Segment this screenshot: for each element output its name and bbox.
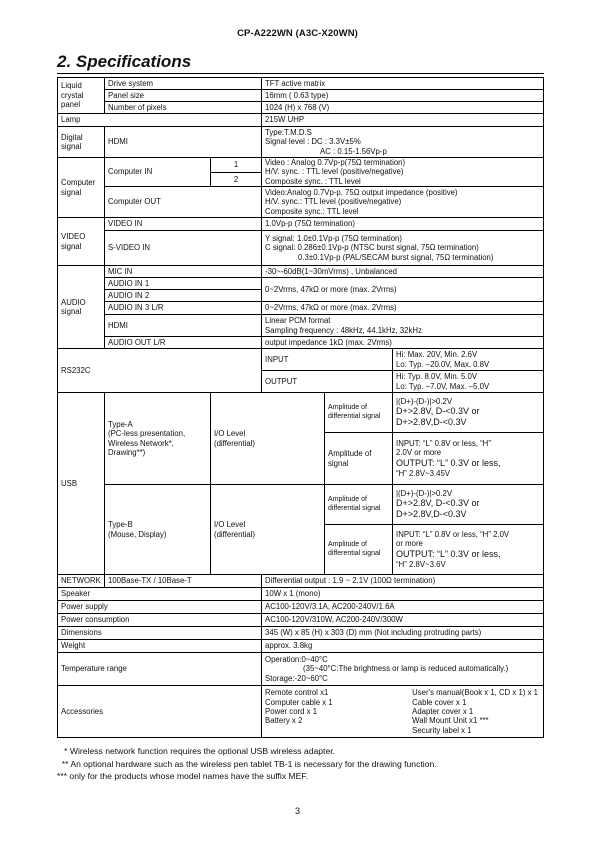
footnote-1: * Wireless network function requires the optional USB wireless adapter. — [57, 746, 335, 756]
drive-system-label: Drive system — [105, 78, 262, 90]
usb-b-sig-rest: OUTPUT: “L” 0.3V or less, — [396, 548, 501, 559]
computer-out-value: Video:Analog 0.7Vp-p, 75Ω output impedance (positive) H/V. sync.: TTL level (positive/negative) Composite sync.: TTL level — [262, 187, 544, 218]
spec-row-digital — [58, 127, 544, 158]
panel-size-value: 16mm ( 0.63 type) — [262, 90, 544, 102]
dimensions-value: 345 (W) x 85 (H) x 303 (D) mm (Not including protruding parts) — [262, 627, 544, 640]
lcd-label: Liquid crystal panel — [58, 78, 105, 114]
spec-row-svideo — [58, 231, 544, 266]
spec-row-computer-in-1 — [58, 158, 544, 173]
usb-type-b-label: Type-B (Mouse, Display) — [105, 485, 211, 575]
usb-b-amp-diff-label: Amplitude of differential signal — [325, 485, 393, 525]
speaker-value: 10W x 1 (mono) — [262, 588, 544, 601]
weight-value: approx. 3.8kg — [262, 640, 544, 653]
spec-row-accessories — [58, 686, 544, 738]
audio-out-value: output impedance 1kΩ (max. 2Vrms) — [262, 337, 544, 349]
accessories-label: Accessories — [58, 686, 262, 738]
audio-in-2-label: AUDIO IN 2 — [105, 290, 262, 302]
usb-a-amp-diff-label: Amplitude of differential signal — [325, 393, 393, 433]
temperature-note: (35~40°C:The brightness or lamp is reduced automatically.) — [303, 664, 509, 674]
computer-in-1: 1 — [211, 158, 262, 173]
svideo-value-pal: 0.3±0.1Vp-p (PAL/SECAM burst signal, 75Ω termination) — [298, 252, 494, 262]
usb-a-diff-line1: |(D+)-(D-)|>0.2V — [396, 397, 453, 407]
audio-label: AUDIO signal — [58, 266, 105, 349]
usb-b-io-label: I/O Level (differential) — [211, 485, 325, 575]
document-header: CP-A222WN (A3C-X20WN) — [237, 28, 358, 39]
audio-in-12-value: 0~2Vrms, 47kΩ or more (max. 2Vrms) — [262, 278, 544, 302]
spec-row-drive-system — [58, 78, 544, 90]
power-consumption-label: Power consumption — [58, 614, 262, 627]
dimensions-label: Dimensions — [58, 627, 262, 640]
drive-system-value: TFT active matrix — [262, 78, 544, 90]
audio-hdmi-value: Linear PCM format Sampling frequency : 48kHz, 44.1kHz, 32kHz — [262, 315, 544, 337]
usb-b-sig-value — [393, 525, 544, 575]
audio-out-label: AUDIO OUT L/R — [105, 337, 262, 349]
temperature-storage: Storage:-20~60°C — [265, 673, 328, 683]
network-value: Differential output : 1.9 ~ 2.1V (100Ω termination) — [262, 575, 544, 588]
panel-size-label: Panel size — [105, 90, 262, 102]
rs232-label: RS232C — [58, 349, 262, 393]
accessories-right: User's manual(Book x 1, CD x 1) x 1 Cable cover x 1 Adapter cover x 1 Wall Mount Unit x1 *** Security label x 1 — [412, 688, 538, 735]
spec-row-audio-in-3 — [58, 302, 544, 315]
digital-value-ac: AC : 0.15-1.56Vp-p — [320, 146, 387, 156]
temperature-operation: Operation:0~40°C — [265, 655, 328, 665]
rs232-input-label: INPUT — [262, 349, 393, 371]
usb-a-sig-rest: OUTPUT: “L” 0.3V or less, — [396, 457, 501, 468]
digital-hdmi-label: HDMI — [105, 127, 262, 158]
computer-in-label: Computer IN — [105, 158, 211, 187]
computer-out-label: Computer OUT — [105, 187, 262, 218]
footnote-2: ** An optional hardware such as the wireless pen tablet TB-1 is necessary for the drawing function. — [57, 758, 437, 769]
usb-a-diff-value — [393, 393, 544, 433]
spec-row-power-consumption — [58, 614, 544, 627]
usb-a-io-label: I/O Level (differential) — [211, 393, 325, 485]
svideo-label: S-VIDEO IN — [105, 231, 262, 266]
spec-row-audio-out — [58, 337, 544, 349]
accessories-value — [262, 686, 544, 738]
usb-a-sig-tail: “H” 2.8V~3.45V — [396, 468, 450, 478]
video-in-label: VIDEO IN — [105, 218, 262, 231]
page-number: 3 — [294, 806, 300, 816]
power-consumption-value: AC100-120V/310W, AC200-240V/300W — [262, 614, 544, 627]
usb-a-diff-rest: D+>2.8V, D-<0.3V or D+>2.8V,D-<0.3V — [396, 406, 480, 428]
spec-row-rs232-input — [58, 349, 544, 371]
mic-in-value: -30~-60dB(1~30mVrms) , Unbalanced — [262, 266, 544, 278]
svideo-value-text: Y signal: 1.0±0.1Vp-p (75Ω termination) C signal: 0.286±0.1Vp-p (NTSC burst signal, 75Ω termination) — [265, 234, 479, 253]
spec-row-pixels — [58, 102, 544, 114]
spec-row-audio-in-1 — [58, 278, 544, 290]
speaker-label: Speaker — [58, 588, 262, 601]
usb-b-diff-rest: D+>2.8V, D-<0.3V or D+>2.8V,D-<0.3V — [396, 498, 480, 520]
rs232-output-value: Hi: Typ. 8.0V, Min. 5.0V Lo: Typ. –7.0V, Max. –5.0V — [393, 371, 544, 393]
svideo-value — [262, 231, 544, 266]
title-rule — [57, 73, 544, 74]
spec-row-video-in — [58, 218, 544, 231]
digital-label: Digital signal — [58, 127, 105, 158]
computer-in-value: Video : Analog 0.7Vp-p(75Ω termination) H/V. sync. : TTL level (positive/negative) Composite sync. : TTL level — [262, 158, 544, 187]
spec-row-usb-b-diff — [58, 485, 544, 525]
rs232-output-label: OUTPUT — [262, 371, 393, 393]
pixels-value: 1024 (H) x 768 (V) — [262, 102, 544, 114]
usb-a-amp-sig-label: Amplitude of signal — [325, 433, 393, 485]
spec-row-usb-a-diff — [58, 393, 544, 433]
weight-label: Weight — [58, 640, 262, 653]
usb-b-sig-tail: “H” 2.8V~3.6V — [396, 559, 446, 569]
spec-row-lamp — [58, 114, 544, 127]
spec-row-temperature — [58, 653, 544, 686]
lamp-label: Lamp — [58, 114, 262, 127]
accessories-left: Remote control x1 Computer cable x 1 Power cord x 1 Battery x 2 — [265, 688, 333, 726]
power-supply-label: Power supply — [58, 601, 262, 614]
computer-in-2: 2 — [211, 172, 262, 187]
spec-row-network — [58, 575, 544, 588]
video-in-value: 1.0Vp-p (75Ω termination) — [262, 218, 544, 231]
temperature-label: Temperature range — [58, 653, 262, 686]
usb-label: USB — [58, 393, 105, 575]
temperature-value — [262, 653, 544, 686]
network-label: NETWORK — [58, 575, 105, 588]
audio-in-3-label: AUDIO IN 3 L/R — [105, 302, 262, 315]
spec-row-power-supply — [58, 601, 544, 614]
spec-row-mic-in — [58, 266, 544, 278]
section-title: 2. Specifications — [57, 52, 192, 71]
spec-row-panel-size — [58, 90, 544, 102]
specifications-table — [57, 77, 544, 738]
rs232-input-value: Hi: Max. 20V, Min. 2.6V Lo: Typ. –20.0V, Max. 0.8V — [393, 349, 544, 371]
audio-in-3-value: 0~2Vrms, 47kΩ or more (max. 2Vrms) — [262, 302, 544, 315]
usb-a-sig-line1: INPUT: “L” 0.8V or less, “H” 2.0V or more — [396, 439, 491, 458]
computer-label: Computer signal — [58, 158, 105, 218]
network-sub: 100Base-TX / 10Base-T — [105, 575, 262, 588]
spec-row-weight — [58, 640, 544, 653]
spec-row-computer-out — [58, 187, 544, 218]
mic-in-label: MIC IN — [105, 266, 262, 278]
power-supply-value: AC100-120V/3.1A, AC200-240V/1.6A — [262, 601, 544, 614]
footnotes — [57, 745, 437, 783]
usb-b-sig-line1: INPUT: “L” 0.8V or less, “H” 2.0V or more — [396, 530, 510, 549]
lamp-value: 215W UHP — [262, 114, 544, 127]
usb-type-a-label: Type-A (PC-less presentation, Wireless Network*, Drawing**) — [105, 393, 211, 485]
digital-value — [262, 127, 544, 158]
footnote-3: *** only for the products whose model names have the suffix MEF. — [57, 771, 309, 781]
audio-in-1-label: AUDIO IN 1 — [105, 278, 262, 290]
spec-row-audio-hdmi — [58, 315, 544, 337]
spec-row-dimensions — [58, 627, 544, 640]
usb-b-diff-line1: |(D+)-(D-)|>0.2V — [396, 489, 453, 499]
video-label: VIDEO signal — [58, 218, 105, 266]
usb-b-amp-diff-label-2: Amplitude of differential signal — [325, 525, 393, 575]
digital-value-text: Type:T.M.D.S Signal level : DC : 3.3V±5% — [265, 127, 361, 147]
usb-a-sig-value — [393, 433, 544, 485]
pixels-label: Number of pixels — [105, 102, 262, 114]
usb-b-diff-value — [393, 485, 544, 525]
spec-row-speaker — [58, 588, 544, 601]
audio-hdmi-label: HDMI — [105, 315, 262, 337]
